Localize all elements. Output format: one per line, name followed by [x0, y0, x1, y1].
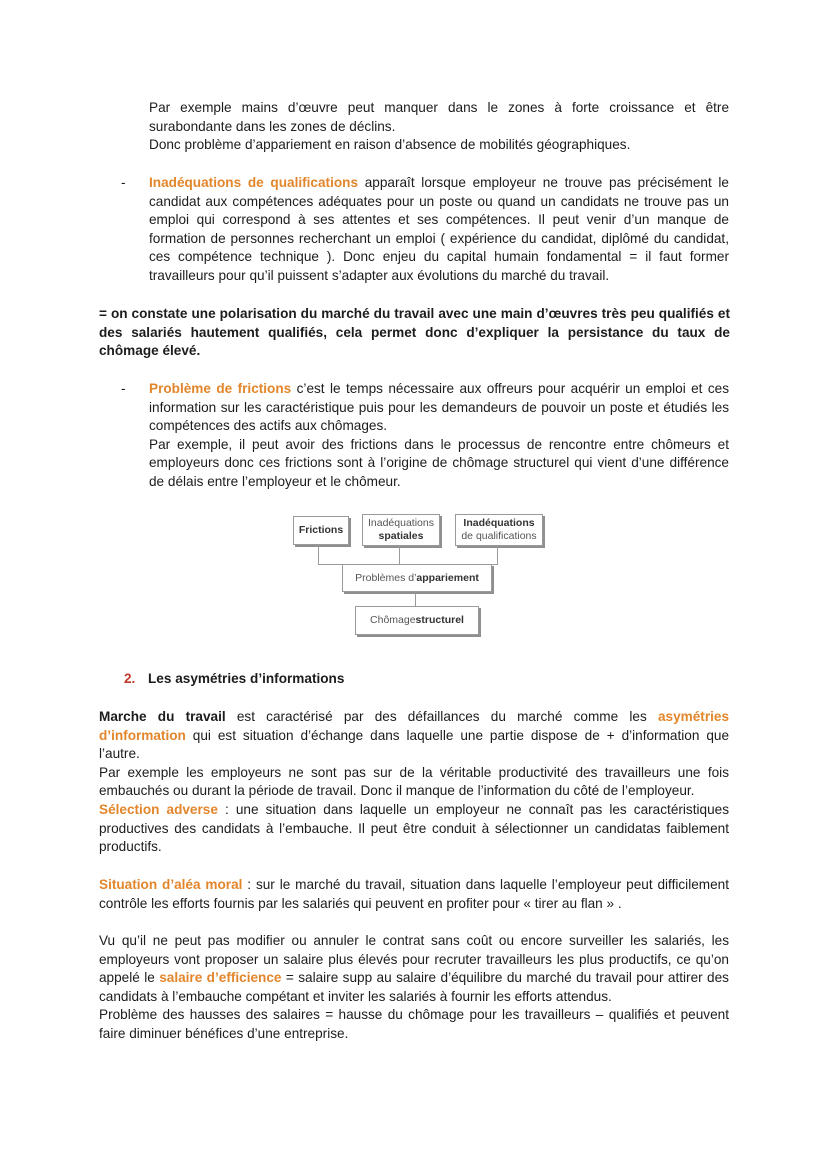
diagram-box-chomage-structurel: Chômage structurel — [355, 606, 479, 635]
bullet-inadequations-qualifications: Inadéquations de qualifications apparaît lorsque employeur ne trouve pas précisément le candidat aux compétences adéquates pour un poste ou quand un candidats ne trouve pas un emploi qui correspond à ses attentes et ses compétences. Il peut venir d’un manque de formation de personnes recherchant un emploi ( expérience du candidat, diplômé du candidat, ces compétence technique ). Donc enjeu du capital humain fondamental = il faut former travailleurs pour qu’il puissent s’adapter aux évolutions du marché du travail. — [149, 175, 729, 283]
paragraph-alea-moral: Situation d’aléa moral : sur le marché du travail, situation dans laquelle l’employeur peut difficilement contrôle les efforts fournis par les salariés qui peuvent en profiter pour « tirer au flan » . — [99, 877, 729, 911]
term-highlight: salaire d’efficience — [159, 970, 282, 986]
paragraph-selection-adverse: Sélection adverse : une situation dans laquelle un employeur ne connaît pas les caractéristiques productives des candidats à l’embauche. Il peut être conduit à sélectionner un candidatas faiblement productifs. — [99, 802, 729, 855]
section-heading — [124, 670, 344, 689]
term-highlight: Problème de frictions — [149, 381, 292, 396]
diagram-connector — [399, 546, 400, 565]
section-title: Les asymétries d’informations — [148, 671, 345, 686]
paragraph-example-geography: Par exemple mains d’œuvre peut manquer dans le zones à forte croissance et être surabondante dans les zones de déclins. Donc problème d’appariement en raison d’absence de mobilités géographiques. — [149, 100, 729, 153]
term-highlight: asymétries d’information — [99, 709, 730, 743]
bullet-frictions: Problème de frictions c’est le temps nécessaire aux offreurs pour acquérir un emploi et ces information sur les caractéristique puis pour les demandeurs de pouvoir un poste et étudiés les compétences des actifs aux chômages. Par exemple, il peut avoir des frictions dans le processus de rencontre entre chômeurs et employeurs donc ces frictions sont à l’origine de chômage structurel qui vient d’une différence de délais entre l’employeur et le chômeur. — [149, 381, 729, 489]
bullet-dash: - — [121, 175, 126, 190]
diagram-connector — [415, 593, 416, 606]
diagram-box-problemes-appariement: Problèmes d’ appariement — [342, 564, 492, 592]
term-highlight: Situation d’aléa moral — [99, 877, 243, 892]
diagram-box-inadequations-qualifications: Inadéquations de qualifications — [455, 514, 543, 546]
diagram-box-frictions: Frictions — [293, 516, 349, 545]
conclusion-polarisation: = on constate une polarisation du marché du travail avec une main d’œuvres très peu qualifiés et des salariés hautement qualifiés, cela permet donc d’expliquer la persistance du taux de chômage élevé. — [99, 306, 730, 359]
bullet-dash: - — [121, 381, 126, 396]
diagram-connector — [497, 546, 498, 565]
paragraph-salaire-efficience: Vu qu’il ne peut pas modifier ou annuler le contrat sans coût ou encore surveiller les salariés, les employeurs vont proposer un salaire plus élevés pour recruter travailleurs les plus productifs, ce qu’on appelé le salaire d’efficience = salaire supp au salaire d’équilibre du marché du travail pour attirer des candidats à l’embauche compétant et inviter les salariés à fournir les efforts attendus. Problème des hausses des salaires = hausse du chômage pour les travailleurs – qualifiés et peuvent faire diminuer bénéfices d’une entreprise. — [99, 933, 729, 1041]
section-number: 2. — [124, 671, 136, 686]
diagram-box-inadequations-spatiales: Inadéquations spatiales — [362, 514, 440, 546]
term-highlight: Inadéquations de qualifications — [149, 175, 359, 190]
term-highlight: Sélection adverse — [99, 802, 218, 817]
diagram-connector — [318, 546, 319, 565]
paragraph-marche-travail: Marche du travail est caractérisé par des défaillances du marché comme les asymétries d’information qui est situation d’échange dans laquelle une partie dispose de + d’information que l’autre. Par exemple les employeurs ne sont pas sur de la véritable productivité des travailleurs une fois embauchés ou durant la période de travail. Donc il manque de l’information du côté de l’employeur. — [99, 709, 730, 799]
